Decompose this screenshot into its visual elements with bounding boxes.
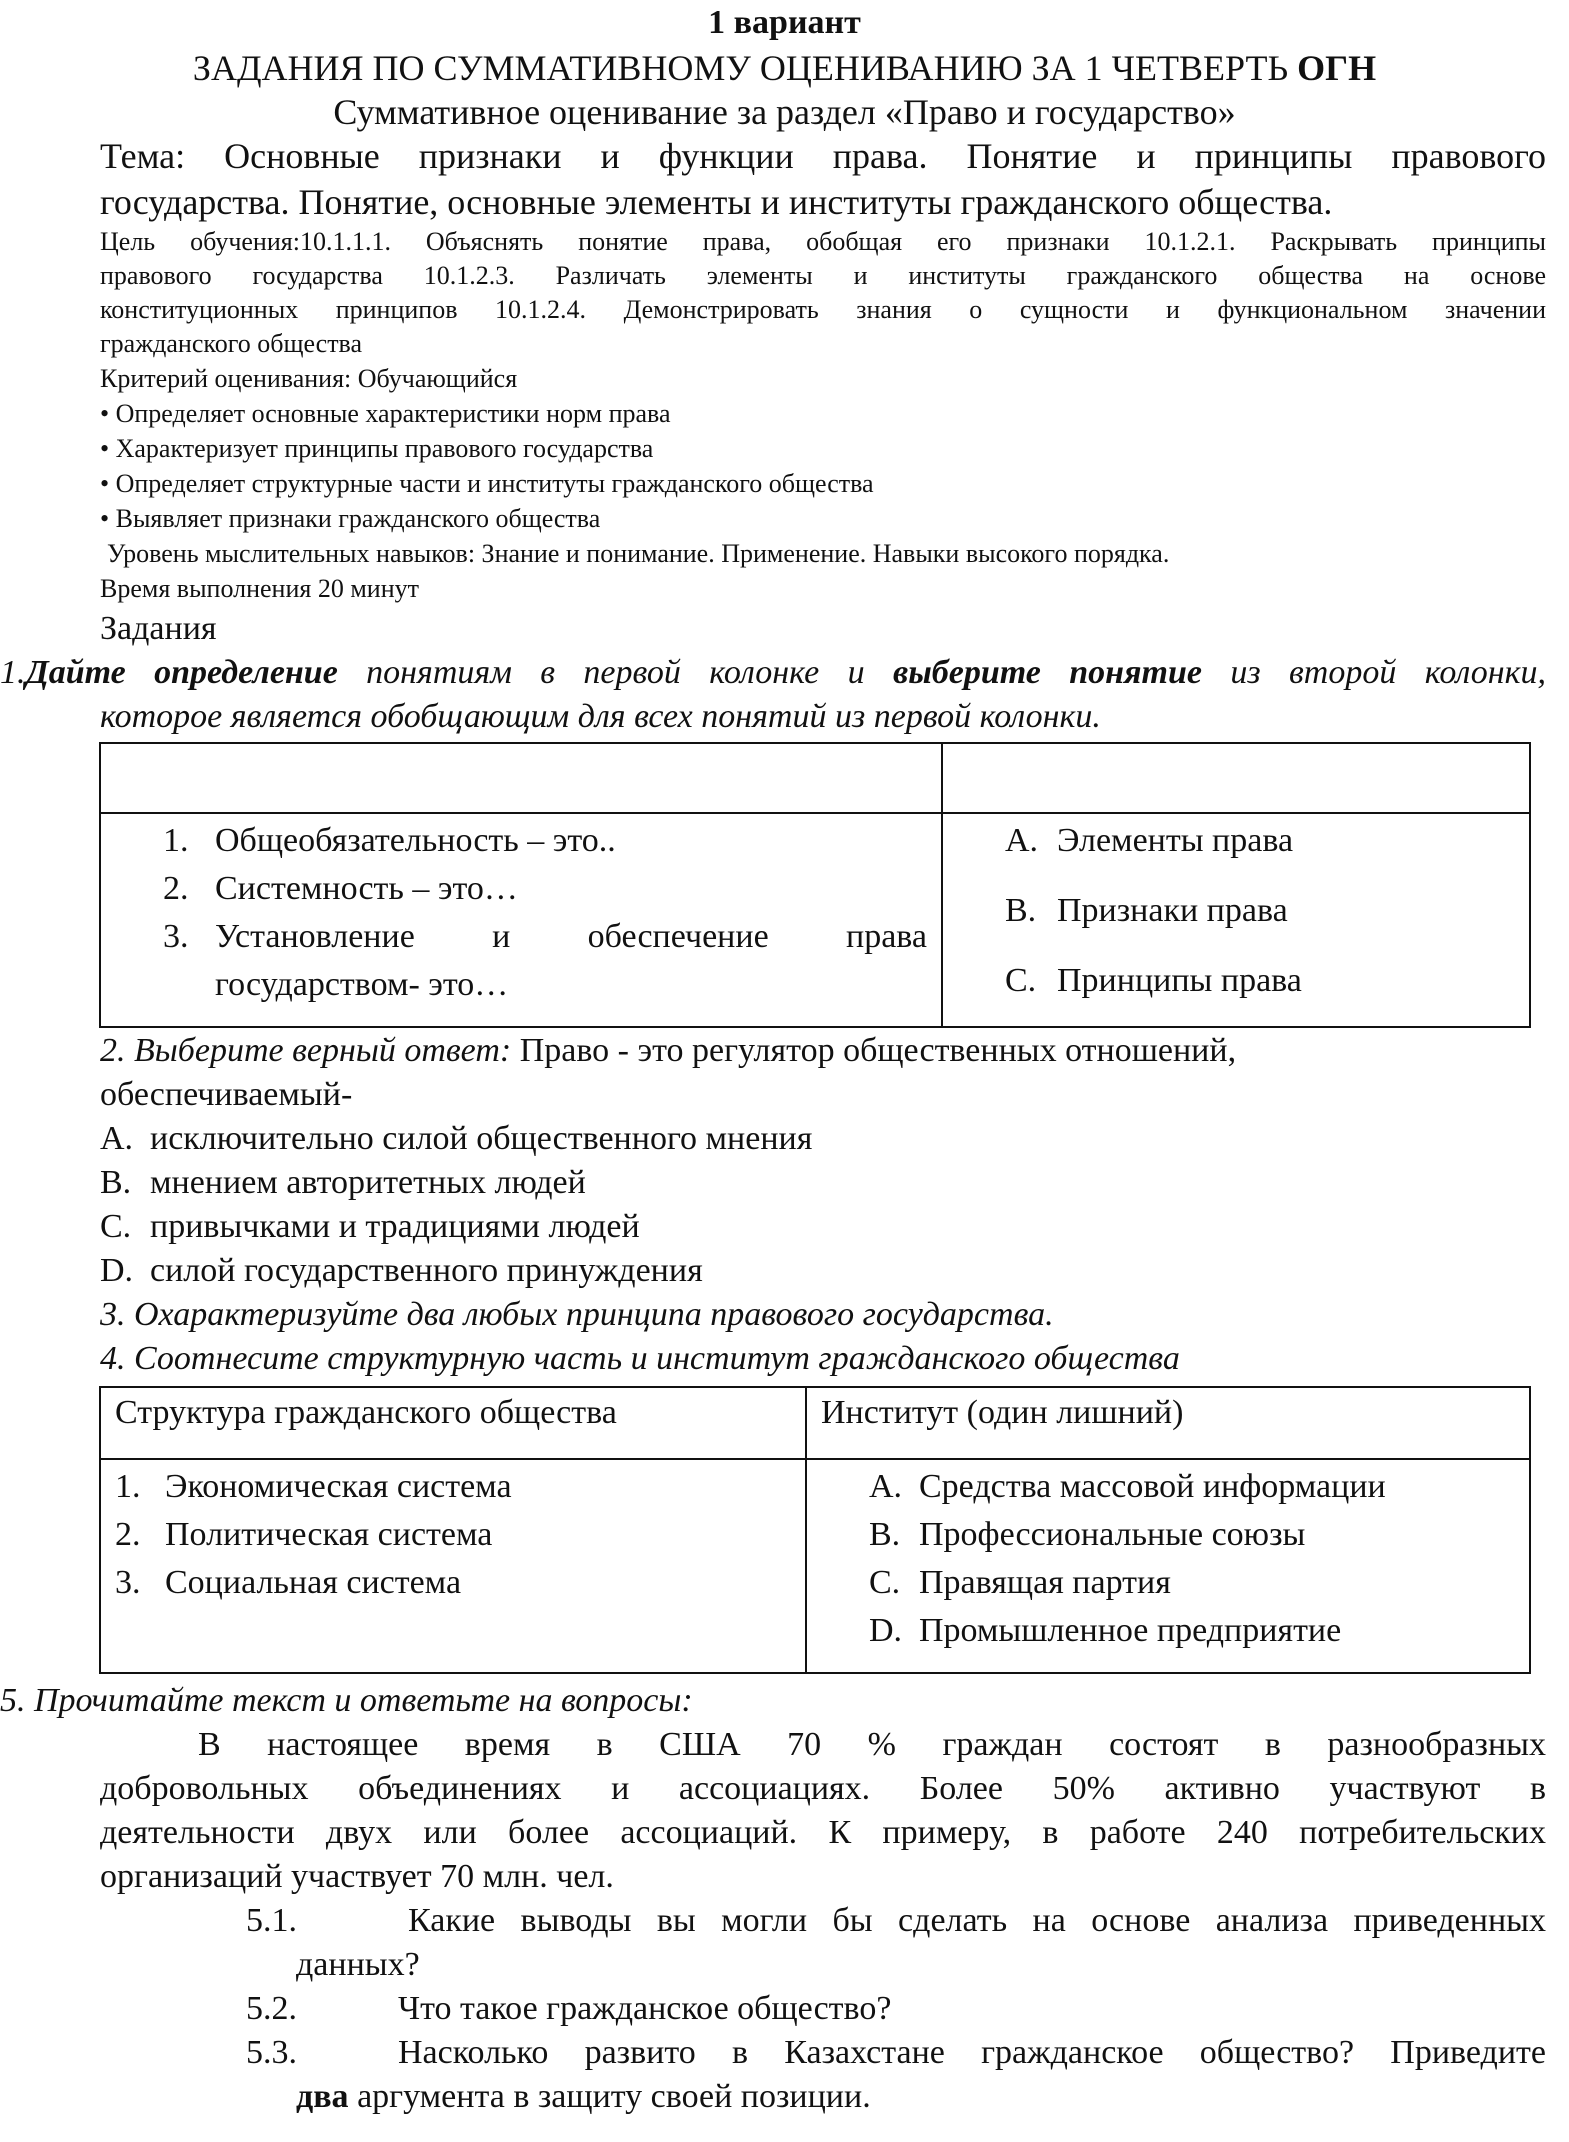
- task4-col1-header: Структура гражданского общества: [115, 1394, 617, 1431]
- criteria-heading: Критерий оценивания: Обучающийся: [100, 364, 518, 393]
- goal-line-4: гражданского общества: [100, 329, 363, 358]
- task2-option-text: привычками и традициями людей: [150, 1208, 640, 1245]
- task1-text-1: понятиям в первой колонке и: [337, 654, 894, 691]
- task4-right-item: D.: [869, 1612, 903, 1649]
- task1-left-text: Общеобязательность – это..: [215, 822, 616, 859]
- question-5-2: Что такое гражданское общество?: [398, 1990, 892, 2027]
- task2-label: 2. Выберите верный ответ:: [100, 1032, 512, 1069]
- task4-right-text: Средства массовой информации: [919, 1468, 1386, 1505]
- task2-prompt: [100, 1030, 1236, 1072]
- task1-left-text-cont: государством- это…: [215, 966, 509, 1003]
- task4-left-text: Социальная система: [165, 1564, 462, 1601]
- task4-left-item: 1.: [115, 1468, 141, 1505]
- task4-right-item: A.: [869, 1468, 903, 1505]
- question-5-3-rest: аргумента в защиту своей позиции.: [348, 2078, 871, 2115]
- goal-line-3: конституционных принципов 10.1.2.4. Демонстрировать знания о сущности и функциональном значении: [100, 295, 1546, 324]
- task4-left-item: 3.: [115, 1564, 141, 1601]
- task1-table: [99, 742, 1531, 1028]
- task4-col2-header: Институт (один лишний): [821, 1394, 1184, 1431]
- topic-line-2: государства. Понятие, основные элементы и институты гражданского общества.: [100, 182, 1333, 222]
- task4-left-text: Политическая система: [165, 1516, 493, 1553]
- criteria-item: • Определяет структурные части и институты гражданского общества: [100, 469, 874, 498]
- task4-left-text: Экономическая система: [165, 1468, 512, 1505]
- task1-header-right: [942, 743, 1530, 813]
- skills-level: Уровень мыслительных навыков: Знание и понимание. Применение. Навыки высокого порядка.: [107, 539, 1170, 568]
- task5-prompt: 5. Прочитайте текст и ответьте на вопросы:: [0, 1682, 693, 1719]
- task1-right-item: C.: [1005, 962, 1037, 999]
- task1-bold-1: Дайте определение: [25, 654, 338, 691]
- task2-option-text: силой государственного принуждения: [150, 1252, 703, 1289]
- question-5-3-number: 5.3.: [246, 2034, 297, 2071]
- task4-header-right: [806, 1387, 1530, 1459]
- task4-left-item: 2.: [115, 1516, 141, 1553]
- task5-text-line-3: деятельности двух или более ассоциаций. К примеру, в работе 240 потребительских: [100, 1814, 1546, 1851]
- title-subject: ОГН: [1297, 48, 1377, 88]
- task1-right-text: Принципы права: [1057, 962, 1302, 999]
- task1-header-left: [100, 743, 942, 813]
- question-5-3-bold: два: [296, 2078, 349, 2115]
- task1-right-item: B.: [1005, 892, 1037, 929]
- task2-option: C.: [100, 1208, 132, 1245]
- task4-right-text: Правящая партия: [919, 1564, 1171, 1601]
- task4-left-cell: [100, 1459, 806, 1673]
- question-5-2-number: 5.2.: [246, 1990, 297, 2027]
- question-5-3-line-2: [296, 2076, 871, 2118]
- task4-right-text: Промышленное предприятие: [919, 1612, 1342, 1649]
- task1-left-cell: [100, 813, 942, 1027]
- topic-line-1: Тема: Основные признаки и функции права. Понятие и принципы правового: [100, 136, 1546, 176]
- task4-right-item: C.: [869, 1564, 901, 1601]
- task2-question-line-2: обеспечиваемый-: [100, 1076, 353, 1113]
- criteria-item: • Характеризует принципы правового государства: [100, 434, 654, 463]
- task1-bold-2: выберите понятие: [893, 654, 1202, 691]
- task1-text-2: из второй колонки,: [1201, 654, 1546, 691]
- task4-prompt: 4. Соотнесите структурную часть и институт гражданского общества: [100, 1340, 1180, 1377]
- task2-option: D.: [100, 1252, 134, 1289]
- task2-option: A.: [100, 1120, 134, 1157]
- question-5-3-line-1: Насколько развито в Казахстане гражданское общество? Приведите: [398, 2034, 1546, 2071]
- question-5-1-number: 5.1.: [246, 1902, 297, 1939]
- task1-prompt: [0, 652, 1546, 694]
- task1-left-text: Установление и обеспечение права: [215, 918, 927, 955]
- title-main: ЗАДАНИЯ ПО СУММАТИВНОМУ ОЦЕНИВАНИЮ ЗА 1 ЧЕТВЕРТЬ: [192, 48, 1298, 88]
- question-5-1-line-2: данных?: [296, 1946, 420, 1983]
- task1-left-item: 3.: [163, 918, 189, 955]
- task4-right-text: Профессиональные союзы: [919, 1516, 1306, 1553]
- task1-right-cell: [942, 813, 1530, 1027]
- goal-line-2: правового государства 10.1.2.3. Различать элементы и институты гражданского общества на основе: [100, 261, 1546, 290]
- tasks-heading: Задания: [100, 610, 217, 647]
- task5-text-line-4: организаций участвует 70 млн. чел.: [100, 1858, 614, 1895]
- goal-line-1: Цель обучения:10.1.1.1. Объяснять понятие права, обобщая его признаки 10.1.2.1. Раскрывать принципы: [100, 227, 1546, 256]
- time-limit: Время выполнения 20 минут: [100, 574, 419, 603]
- task4-right-item: B.: [869, 1516, 901, 1553]
- task2-option-text: исключительно силой общественного мнения: [150, 1120, 813, 1157]
- task2-option: B.: [100, 1164, 132, 1201]
- criteria-item: • Определяет основные характеристики норм права: [100, 399, 671, 428]
- task5-text-line-1: В настоящее время в США 70 % граждан состоят в разнообразных: [198, 1726, 1546, 1763]
- task2-option-text: мнением авторитетных людей: [150, 1164, 586, 1201]
- task2-question: Право - это регулятор общественных отношений,: [511, 1032, 1237, 1069]
- task1-left-item: 1.: [163, 822, 189, 859]
- variant-title: 1 вариант: [708, 4, 861, 41]
- task1-right-text: Признаки права: [1057, 892, 1288, 929]
- question-5-1-line-1: Какие выводы вы могли бы сделать на основе анализа приведенных: [408, 1902, 1546, 1939]
- task5-text-line-2: добровольных объединениях и ассоциациях. Более 50% активно участвуют в: [100, 1770, 1546, 1807]
- task1-right-text: Элементы права: [1057, 822, 1294, 859]
- page-subtitle: Суммативное оценивание за раздел «Право и государство»: [333, 92, 1236, 132]
- task3-prompt: 3. Охарактеризуйте два любых принципа правового государства.: [100, 1296, 1054, 1333]
- criteria-item: • Выявляет признаки гражданского общества: [100, 504, 601, 533]
- task4-right-cell: [806, 1459, 1530, 1673]
- page-title: [0, 46, 1569, 90]
- task1-left-item: 2.: [163, 870, 189, 907]
- task4-header-left: [100, 1387, 806, 1459]
- task4-table: [99, 1386, 1531, 1674]
- task1-prompt-line-2: которое является обобщающим для всех понятий из первой колонки.: [100, 698, 1101, 735]
- task1-left-text: Системность – это…: [215, 870, 518, 907]
- task1-number: 1.: [0, 654, 26, 691]
- task1-right-item: A.: [1005, 822, 1039, 859]
